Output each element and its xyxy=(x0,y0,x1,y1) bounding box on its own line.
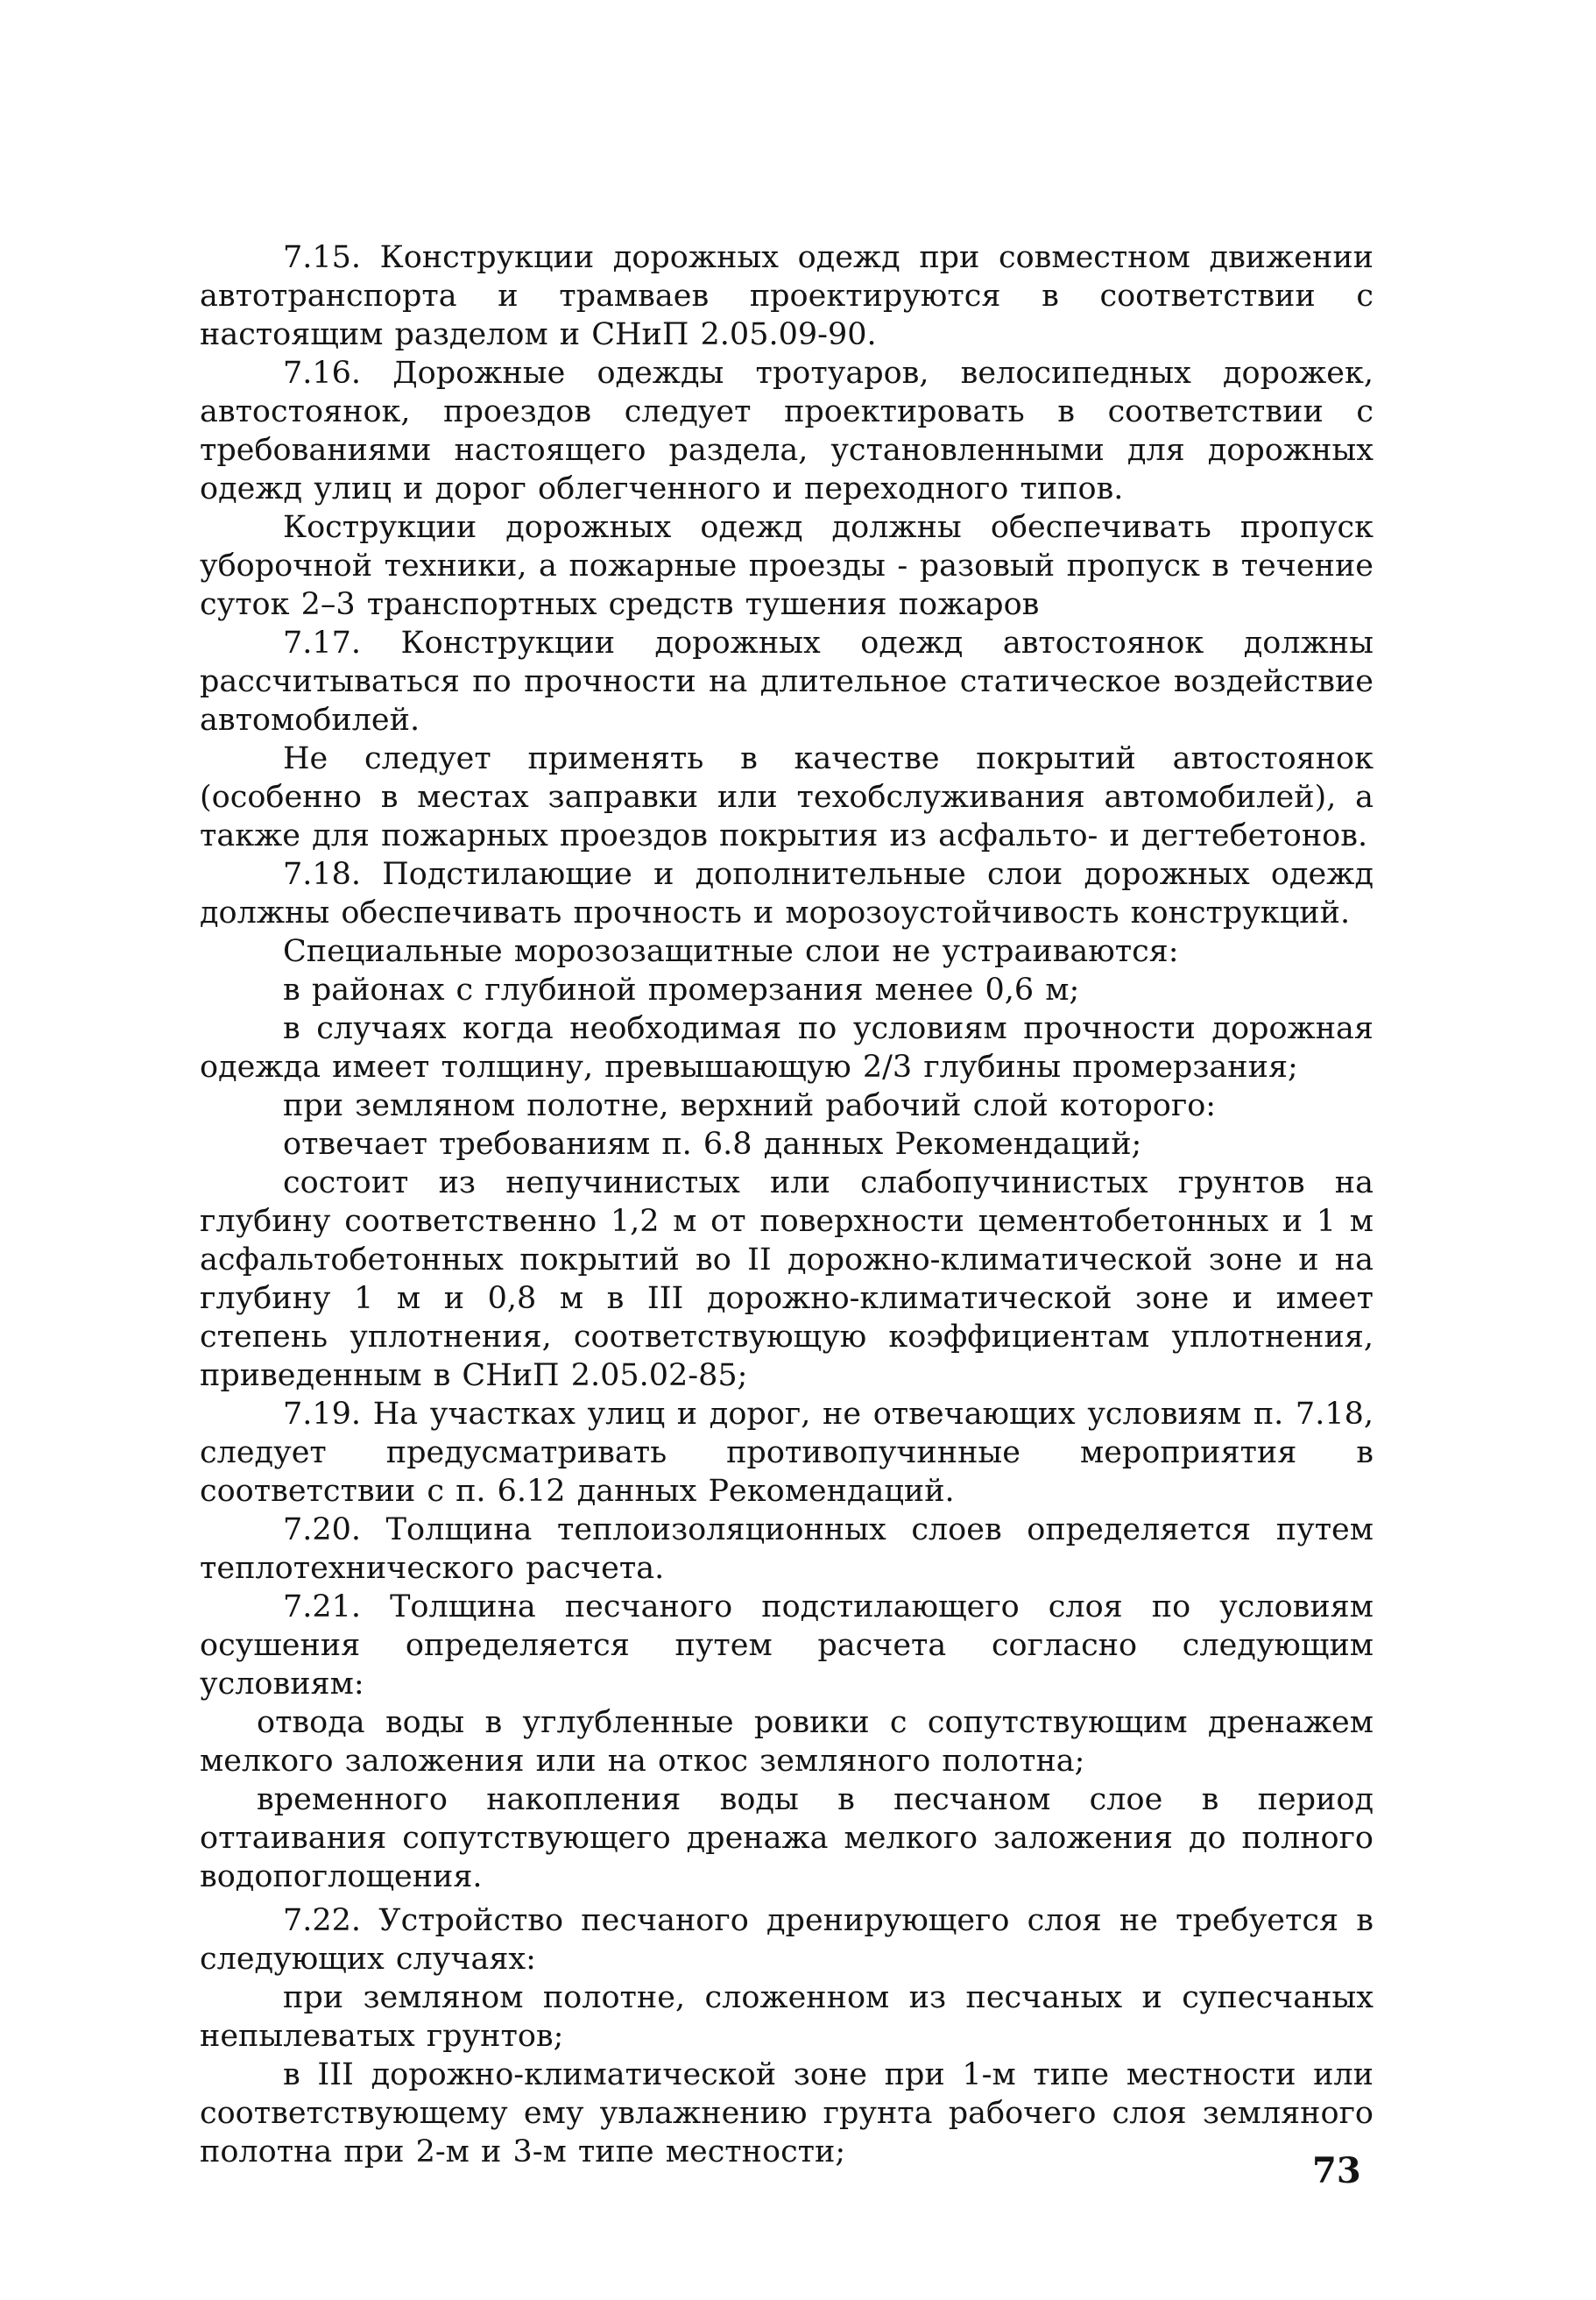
list-item-sandy-soils: при земляном полотне, сложенном из песчаных и супесчаных непылеватых грунтов; xyxy=(200,1980,1374,2054)
list-item-drainage: отвода воды в углубленные ровики с сопутствующим дренажем мелкого заложения или на откос земляного полотна; xyxy=(200,1705,1374,1779)
paragraph-7-22: 7.22. Устройство песчаного дренирующего слоя не требуется в следующих случаях: xyxy=(200,1903,1374,1977)
list-item-climatic-zone: в III дорожно-климатической зоне при 1-м типе местности или соответствующему ему увлажнению грунта рабочего слоя земляного полотна при 2-м и 3-м типе местности; xyxy=(200,2057,1374,2169)
list-item-pavement-thickness: в случаях когда необходимая по условиям прочности дорожная одежда имеет толщину, превышающую 2/3 глубины промерзания; xyxy=(200,1011,1374,1085)
document-body xyxy=(200,238,1374,2171)
list-item-soils: состоит из непучинистых или слабопучинистых грунтов на глубину соответственно 1,2 м от поверхности цементобетонных и 1 м асфальтобетонных покрытий во II дорожно-климатической зоне и на глубину 1 м и 0,8 м в III дорожно-климатической зоне и имеет степень уплотнения, соответствующую коэффициентам уплотнения, приведенным в СНиП 2.05.02-85; xyxy=(200,1165,1374,1393)
paragraph-7-16: 7.16. Дорожные одежды тротуаров, велосипедных дорожек, автостоянок, проездов следует проектировать в соответствии с требованиями настоящего раздела, установленными для дорожных одежд улиц и дорог облегченного и переходного типов. xyxy=(200,356,1374,506)
paragraph-7-16-continued: Кострукции дорожных одежд должны обеспечивать пропуск уборочной техники, а пожарные проезды - разовый пропуск в течение суток 2–3 транспортных средств тушения пожаров xyxy=(200,510,1374,622)
paragraph-7-21: 7.21. Толщина песчаного подстилающего слоя по условиям осушения определяется путем расчета согласно следующим условиям: xyxy=(200,1589,1374,1702)
list-item-frost-depth: в районах с глубиной промерзания менее 0,6 м; xyxy=(283,973,1080,1008)
paragraph-7-18: 7.18. Подстилающие и дополнительные слои дорожных одежд должны обеспечивать прочность и морозоустойчивость конструкций. xyxy=(200,857,1374,931)
paragraph-7-18-intro: Специальные морозозащитные слои не устраиваются: xyxy=(283,934,1179,969)
list-item-subgrade: при земляном полотне, верхний рабочий слой которого: xyxy=(283,1088,1217,1123)
paragraph-7-19: 7.19. На участках улиц и дорог, не отвечающих условиям п. 7.18, следует предусматривать противопучинные мероприятия в соответствии с п. 6.12 данных Рекомендаций. xyxy=(200,1397,1374,1509)
paragraph-7-17-continued: Не следует применять в качестве покрытий автостоянок (особенно в местах заправки или техобслуживания автомобилей), а также для пожарных проездов покрытия из асфальто- и дегтебетонов. xyxy=(200,741,1374,853)
paragraph-7-15: 7.15. Конструкции дорожных одежд при совместном движении автотранспорта и трамваев проектируются в соответствии с настоящим разделом и СНиП 2.05.09-90. xyxy=(200,240,1374,352)
list-item-requirements: отвечает требованиям п. 6.8 данных Рекомендаций; xyxy=(283,1127,1142,1162)
paragraph-7-17: 7.17. Конструкции дорожных одежд автостоянок должны рассчитываться по прочности на длительное статическое воздействие автомобилей. xyxy=(200,626,1374,738)
list-item-accumulation: временного накопления воды в песчаном слое в период оттаивания сопутствующего дренажа мелкого заложения до полного водопоглощения. xyxy=(200,1782,1374,1894)
paragraph-7-20: 7.20. Толщина теплоизоляционных слоев определяется путем теплотехнического расчета. xyxy=(200,1512,1374,1586)
page-number: 73 xyxy=(1312,2150,1361,2191)
